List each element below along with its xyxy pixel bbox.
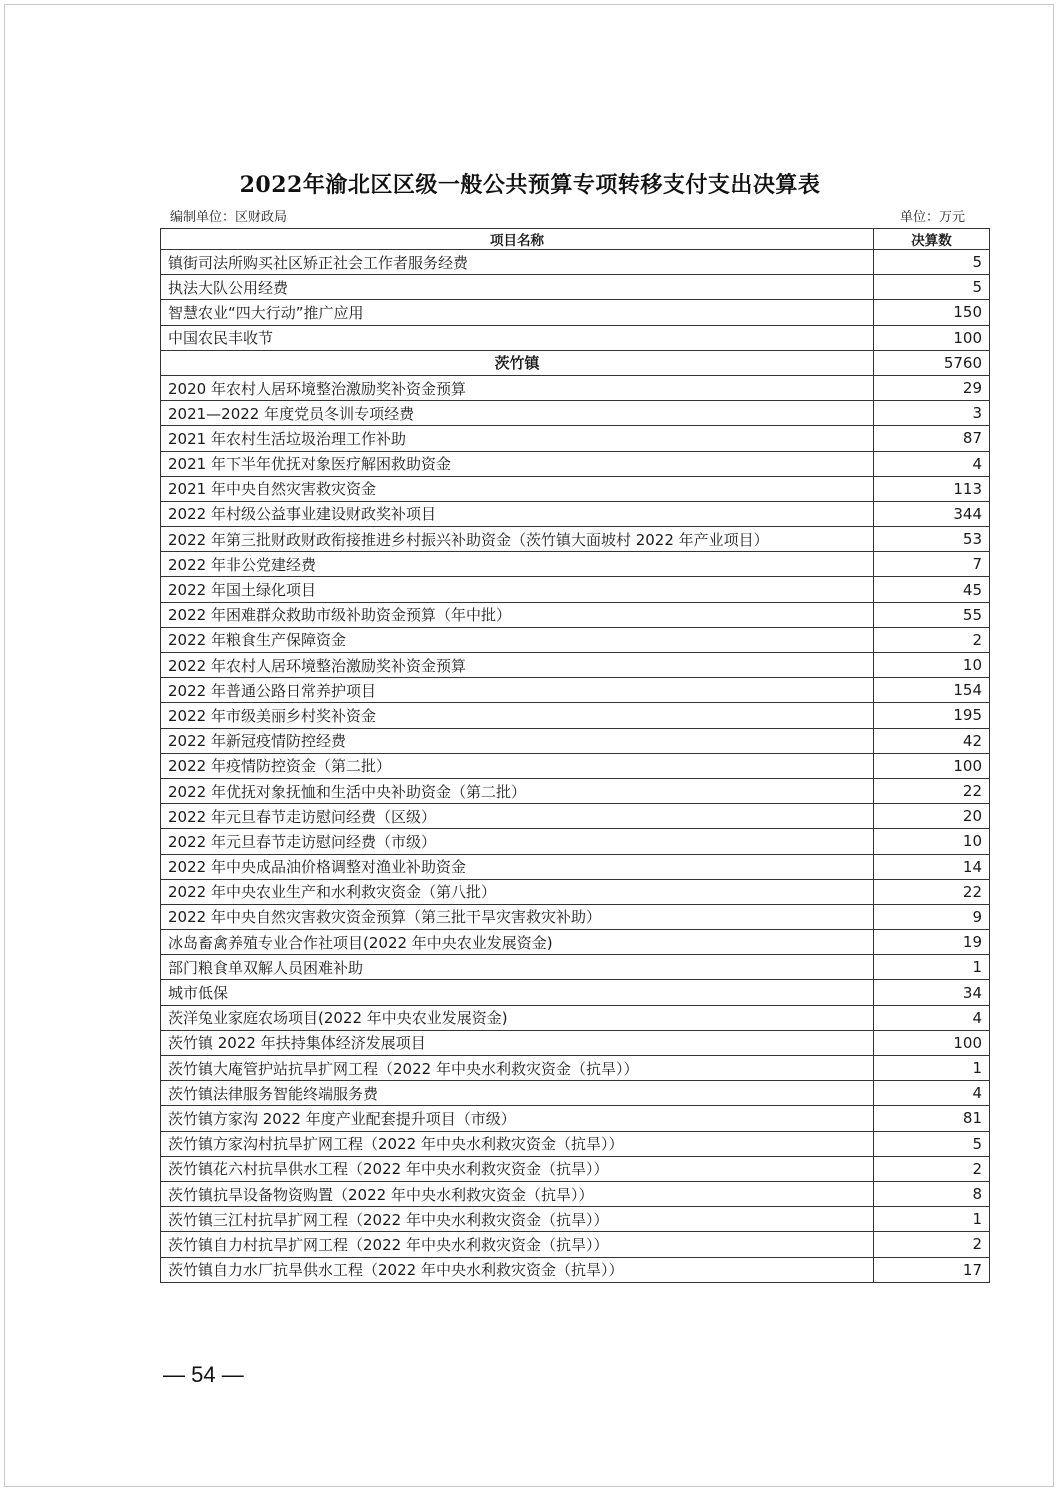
table-row — [161, 728, 990, 753]
table-row — [161, 250, 990, 275]
project-name-cell: 茨竹镇方家沟村抗旱扩网工程（2022 年中央水利救灾资金（抗旱）） — [161, 1131, 874, 1156]
amount-cell: 3 — [874, 401, 990, 426]
amount-cell: 55 — [874, 602, 990, 627]
amount-cell: 154 — [874, 678, 990, 703]
amount-cell: 1 — [874, 1056, 990, 1081]
unit-label: 单位：万元 — [900, 210, 966, 225]
project-name-cell: 茨竹镇花六村抗旱供水工程（2022 年中央水利救灾资金（抗旱）） — [161, 1156, 874, 1181]
amount-cell: 5760 — [874, 350, 990, 375]
amount-cell: 14 — [874, 854, 990, 879]
project-name-cell: 冰岛畜禽养殖专业合作社项目(2022 年中央农业发展资金) — [161, 930, 874, 955]
project-name-cell: 2021—2022 年度党员冬训专项经费 — [161, 401, 874, 426]
page-title: 2022年渝北区区级一般公共预算专项转移支付支出决算表 — [239, 172, 821, 198]
header-final-amount: 决算数 — [874, 229, 990, 250]
project-name-cell: 茨竹镇方家沟 2022 年度产业配套提升项目（市级） — [161, 1106, 874, 1131]
table-row — [161, 1106, 990, 1131]
project-name-cell: 茨竹镇 — [161, 350, 874, 375]
project-name-cell: 执法大队公用经费 — [161, 275, 874, 300]
budget-table — [160, 228, 990, 1283]
project-name-cell: 城市低保 — [161, 980, 874, 1005]
amount-cell: 34 — [874, 980, 990, 1005]
table-row — [161, 527, 990, 552]
amount-cell: 9 — [874, 904, 990, 929]
project-name-cell: 镇街司法所购买社区矫正社会工作者服务经费 — [161, 250, 874, 275]
table-row — [161, 1005, 990, 1030]
amount-cell: 100 — [874, 1030, 990, 1055]
table-row — [161, 1181, 990, 1206]
table-row — [161, 804, 990, 829]
amount-cell: 1 — [874, 955, 990, 980]
table-row — [161, 980, 990, 1005]
table-row — [161, 955, 990, 980]
table-row — [161, 1156, 990, 1181]
amount-cell: 87 — [874, 426, 990, 451]
amount-cell: 10 — [874, 829, 990, 854]
project-name-cell: 2021 年农村生活垃圾治理工作补助 — [161, 426, 874, 451]
table-row — [161, 1081, 990, 1106]
project-name-cell: 茨竹镇自力水厂抗旱供水工程（2022 年中央水利救灾资金（抗旱）） — [161, 1257, 874, 1282]
amount-cell: 150 — [874, 300, 990, 325]
amount-cell: 344 — [874, 501, 990, 526]
table-row — [161, 778, 990, 803]
header-project-name: 项目名称 — [161, 229, 874, 250]
table-header-row — [161, 229, 990, 250]
amount-cell: 5 — [874, 250, 990, 275]
amount-cell: 10 — [874, 653, 990, 678]
amount-cell: 22 — [874, 879, 990, 904]
amount-cell: 113 — [874, 476, 990, 501]
project-name-cell: 2021 年中央自然灾害救灾资金 — [161, 476, 874, 501]
amount-cell: 195 — [874, 703, 990, 728]
table-row — [161, 300, 990, 325]
project-name-cell: 2022 年新冠疫情防控经费 — [161, 728, 874, 753]
project-name-cell: 2022 年粮食生产保障资金 — [161, 627, 874, 652]
table-row — [161, 1131, 990, 1156]
project-name-cell: 茨竹镇大庵管护站抗旱扩网工程（2022 年中央水利救灾资金（抗旱）） — [161, 1056, 874, 1081]
table-row — [161, 653, 990, 678]
project-name-cell: 2022 年疫情防控资金（第二批） — [161, 753, 874, 778]
amount-cell: 17 — [874, 1257, 990, 1282]
amount-cell: 5 — [874, 1131, 990, 1156]
project-name-cell: 2022 年中央农业生产和水利救灾资金（第八批） — [161, 879, 874, 904]
amount-cell: 42 — [874, 728, 990, 753]
amount-cell: 22 — [874, 778, 990, 803]
amount-cell: 53 — [874, 527, 990, 552]
table-row — [161, 451, 990, 476]
project-name-cell: 茨竹镇三江村抗旱扩网工程（2022 年中央水利救灾资金（抗旱）） — [161, 1207, 874, 1232]
project-name-cell: 茨竹镇法律服务智能终端服务费 — [161, 1081, 874, 1106]
amount-cell: 4 — [874, 1005, 990, 1030]
table-row — [161, 904, 990, 929]
table-row — [161, 627, 990, 652]
project-name-cell: 智慧农业“四大行动”推广应用 — [161, 300, 874, 325]
page-number: — 54 — — [163, 1362, 244, 1387]
project-name-cell: 2020 年农村人居环境整治激励奖补资金预算 — [161, 375, 874, 400]
table-body — [161, 250, 990, 1283]
table-row — [161, 829, 990, 854]
project-name-cell: 茨竹镇自力村抗旱扩网工程（2022 年中央水利救灾资金（抗旱）） — [161, 1232, 874, 1257]
table-row — [161, 1030, 990, 1055]
project-name-cell: 2022 年第三批财政财政衔接推进乡村振兴补助资金（茨竹镇大面坡村 2022 年产业项目） — [161, 527, 874, 552]
table-row — [161, 1056, 990, 1081]
table-row — [161, 501, 990, 526]
table-row — [161, 577, 990, 602]
table-row — [161, 602, 990, 627]
project-name-cell: 2022 年非公党建经费 — [161, 552, 874, 577]
project-name-cell: 中国农民丰收节 — [161, 325, 874, 350]
table-row — [161, 854, 990, 879]
compiling-unit: 编制单位：区财政局 — [170, 210, 288, 225]
project-name-cell: 2022 年国土绿化项目 — [161, 577, 874, 602]
table-row — [161, 401, 990, 426]
amount-cell: 19 — [874, 930, 990, 955]
table-row — [161, 753, 990, 778]
amount-cell: 81 — [874, 1106, 990, 1131]
table-row — [161, 375, 990, 400]
table-row — [161, 476, 990, 501]
project-name-cell: 2022 年元旦春节走访慰问经费（区级） — [161, 804, 874, 829]
project-name-cell: 茨洋兔业家庭农场项目(2022 年中央农业发展资金) — [161, 1005, 874, 1030]
table-row — [161, 426, 990, 451]
amount-cell: 100 — [874, 325, 990, 350]
amount-cell: 29 — [874, 375, 990, 400]
amount-cell: 5 — [874, 275, 990, 300]
table-row — [161, 1207, 990, 1232]
table-row — [161, 325, 990, 350]
amount-cell: 1 — [874, 1207, 990, 1232]
project-name-cell: 2021 年下半年优抚对象医疗解困救助资金 — [161, 451, 874, 476]
amount-cell: 2 — [874, 627, 990, 652]
amount-cell: 2 — [874, 1156, 990, 1181]
project-name-cell: 2022 年优抚对象抚恤和生活中央补助资金（第二批） — [161, 778, 874, 803]
project-name-cell: 2022 年困难群众救助市级补助资金预算（年中批） — [161, 602, 874, 627]
table-row — [161, 703, 990, 728]
project-name-cell: 2022 年元旦春节走访慰问经费（市级） — [161, 829, 874, 854]
amount-cell: 4 — [874, 1081, 990, 1106]
project-name-cell: 茨竹镇抗旱设备物资购置（2022 年中央水利救灾资金（抗旱）） — [161, 1181, 874, 1206]
table-row — [161, 275, 990, 300]
project-name-cell: 2022 年普通公路日常养护项目 — [161, 678, 874, 703]
table-row — [161, 552, 990, 577]
amount-cell: 45 — [874, 577, 990, 602]
amount-cell: 100 — [874, 753, 990, 778]
table-row — [161, 1232, 990, 1257]
table-section-row — [161, 350, 990, 375]
table-row — [161, 879, 990, 904]
project-name-cell: 部门粮食单双解人员困难补助 — [161, 955, 874, 980]
project-name-cell: 茨竹镇 2022 年扶持集体经济发展项目 — [161, 1030, 874, 1055]
table-row — [161, 1257, 990, 1282]
project-name-cell: 2022 年市级美丽乡村奖补资金 — [161, 703, 874, 728]
amount-cell: 8 — [874, 1181, 990, 1206]
amount-cell: 4 — [874, 451, 990, 476]
amount-cell: 2 — [874, 1232, 990, 1257]
project-name-cell: 2022 年中央自然灾害救灾资金预算（第三批干旱灾害救灾补助） — [161, 904, 874, 929]
table-row — [161, 678, 990, 703]
table-row — [161, 930, 990, 955]
project-name-cell: 2022 年村级公益事业建设财政奖补项目 — [161, 501, 874, 526]
amount-cell: 7 — [874, 552, 990, 577]
project-name-cell: 2022 年中央成品油价格调整对渔业补助资金 — [161, 854, 874, 879]
amount-cell: 20 — [874, 804, 990, 829]
project-name-cell: 2022 年农村人居环境整治激励奖补资金预算 — [161, 653, 874, 678]
